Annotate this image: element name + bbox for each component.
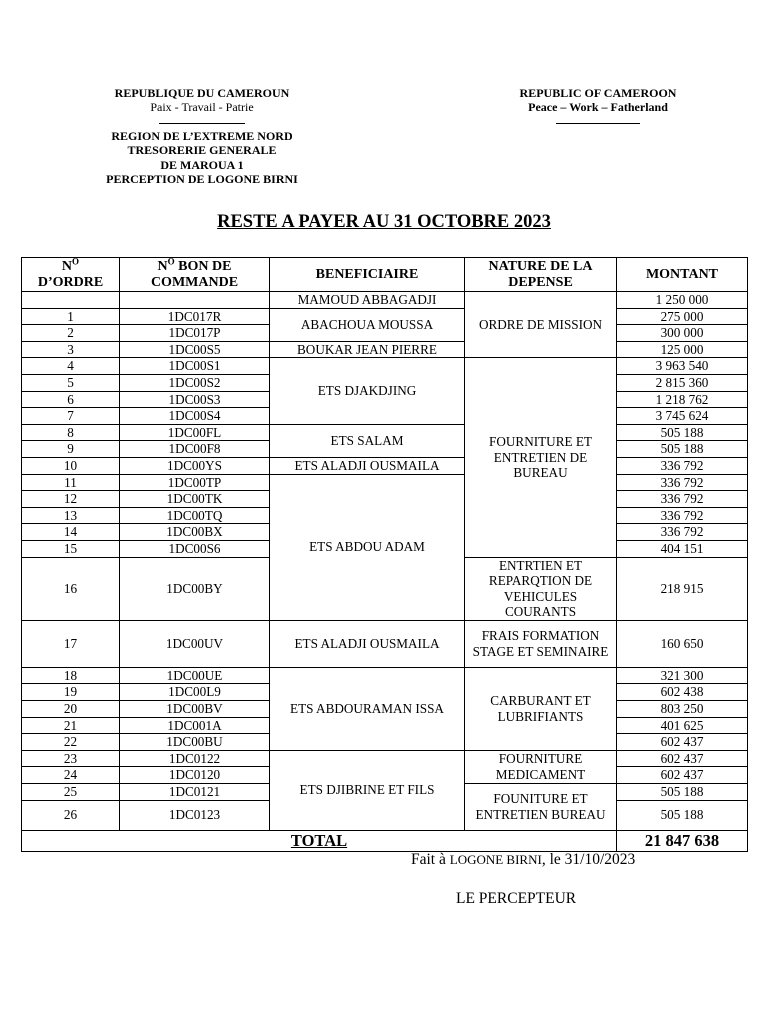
ordre-cell: 18 xyxy=(22,667,120,684)
motto-en: Peace – Work – Fatherland xyxy=(528,100,668,115)
ordre-cell: 24 xyxy=(22,767,120,784)
ordre-cell: 17 xyxy=(22,620,120,667)
place-date-line xyxy=(411,851,635,869)
ordre-cell: 25 xyxy=(22,784,120,801)
beneficiary-cell: ETS DJAKDJING xyxy=(270,358,465,424)
beneficiary-cell: ABACHOUA MOUSSA xyxy=(270,308,465,341)
table-row xyxy=(22,620,748,667)
beneficiary-cell: BOUKAR JEAN PIERRE xyxy=(270,341,465,358)
table-row xyxy=(22,457,748,474)
amount-cell: 1 250 000 xyxy=(617,292,748,309)
ordre-cell: 21 xyxy=(22,717,120,734)
place-name: LOGONE BIRNI xyxy=(449,852,542,867)
header-divider xyxy=(82,115,322,129)
amount-cell: 401 625 xyxy=(617,717,748,734)
total-row xyxy=(22,830,748,851)
beneficiary-cell: ETS ABDOURAMAN ISSA xyxy=(270,667,465,750)
amount-cell: 602 437 xyxy=(617,750,748,767)
amount-cell: 404 151 xyxy=(617,540,748,557)
amount-cell: 336 792 xyxy=(617,524,748,541)
amount-cell: 336 792 xyxy=(617,507,748,524)
table-row xyxy=(22,750,748,767)
amount-cell: 336 792 xyxy=(617,457,748,474)
place-prefix: Fait à xyxy=(411,851,450,868)
amount-cell: 602 437 xyxy=(617,767,748,784)
nature-cell: CARBURANT ET LUBRIFIANTS xyxy=(465,667,617,750)
ordre-cell: 13 xyxy=(22,507,120,524)
nature-cell: FOURNITURE MEDICAMENT xyxy=(465,750,617,783)
bon-cell: 1DC00TQ xyxy=(120,507,270,524)
amount-cell: 218 915 xyxy=(617,557,748,620)
ordre-cell: 4 xyxy=(22,358,120,375)
beneficiary-cell: ETS ABDOU ADAM xyxy=(270,474,465,620)
table-row xyxy=(22,341,748,358)
ordre-cell: 12 xyxy=(22,491,120,508)
header-right xyxy=(478,86,718,129)
amount-cell: 2 815 360 xyxy=(617,374,748,391)
bon-cell: 1DC00FL xyxy=(120,424,270,441)
table-row xyxy=(22,292,748,309)
ordre-cell: 1 xyxy=(22,308,120,325)
ordre-cell: 14 xyxy=(22,524,120,541)
beneficiary-cell: ETS SALAM xyxy=(270,424,465,457)
col-header-ordre: $N^O$ D’ORDRE xyxy=(22,258,120,292)
bon-cell xyxy=(120,292,270,309)
col-header-bon-commande: $N^O$ BON DE COMMANDE xyxy=(120,258,270,292)
ordre-cell: 11 xyxy=(22,474,120,491)
ordre-cell: 19 xyxy=(22,684,120,701)
ordre-cell: 26 xyxy=(22,800,120,830)
amount-cell: 275 000 xyxy=(617,308,748,325)
treasury-name: TRESORERIE GENERALE xyxy=(127,143,277,158)
ordre-cell: 16 xyxy=(22,557,120,620)
bon-cell: 1DC00TK xyxy=(120,491,270,508)
payment-table xyxy=(21,257,748,852)
table-header-row xyxy=(22,258,748,292)
nature-cell: ENTRTIEN ET REPARQTION DE VEHICULES COURANTS xyxy=(465,557,617,620)
bon-cell: 1DC00BY xyxy=(120,557,270,620)
ordre-cell: 22 xyxy=(22,734,120,751)
ordre-cell xyxy=(22,292,120,309)
bon-cell: 1DC00BU xyxy=(120,734,270,751)
col-header-nature: NATURE DE LA DEPENSE xyxy=(465,258,617,292)
bon-cell: 1DC00L9 xyxy=(120,684,270,701)
amount-cell: 803 250 xyxy=(617,701,748,718)
table-row xyxy=(22,308,748,325)
nature-cell: FRAIS FORMATION STAGE ET SEMINAIRE xyxy=(465,620,617,667)
amount-cell: 336 792 xyxy=(617,491,748,508)
nature-cell: FOURNITURE ET ENTRETIEN DE BUREAU xyxy=(465,358,617,557)
beneficiary-cell: ETS ALADJI OUSMAILA xyxy=(270,620,465,667)
bon-cell: 1DC0120 xyxy=(120,767,270,784)
bon-cell: 1DC0121 xyxy=(120,784,270,801)
ordre-cell: 15 xyxy=(22,540,120,557)
ordre-cell: 3 xyxy=(22,341,120,358)
bon-cell: 1DC017R xyxy=(120,308,270,325)
bon-cell: 1DC00S6 xyxy=(120,540,270,557)
bon-cell: 1DC00BX xyxy=(120,524,270,541)
amount-cell: 505 188 xyxy=(617,784,748,801)
bon-cell: 1DC00UV xyxy=(120,620,270,667)
ordre-cell: 7 xyxy=(22,408,120,425)
date-text: , le 31/10/2023 xyxy=(541,851,636,868)
bon-cell: 1DC00S2 xyxy=(120,374,270,391)
ordre-cell: 9 xyxy=(22,441,120,458)
amount-cell: 505 188 xyxy=(617,424,748,441)
total-amount: 21 847 638 xyxy=(617,830,748,851)
amount-cell: 1 218 762 xyxy=(617,391,748,408)
bon-cell: 1DC00F8 xyxy=(120,441,270,458)
amount-cell: 300 000 xyxy=(617,325,748,342)
country-name-fr: REPUBLIQUE DU CAMEROUN xyxy=(114,86,290,100)
amount-cell: 336 792 xyxy=(617,474,748,491)
amount-cell: 160 650 xyxy=(617,620,748,667)
amount-cell: 3 745 624 xyxy=(617,408,748,425)
bon-cell: 1DC00BV xyxy=(120,701,270,718)
col-header-montant: MONTANT xyxy=(617,258,748,292)
bon-cell: 1DC0123 xyxy=(120,800,270,830)
beneficiary-cell: ETS ALADJI OUSMAILA xyxy=(270,457,465,474)
bon-cell: 1DC017P xyxy=(120,325,270,342)
amount-cell: 321 300 xyxy=(617,667,748,684)
bon-cell: 1DC00S5 xyxy=(120,341,270,358)
amount-cell: 602 438 xyxy=(617,684,748,701)
total-label: TOTAL xyxy=(22,830,617,851)
amount-cell: 3 963 540 xyxy=(617,358,748,375)
beneficiary-cell: ETS DJIBRINE ET FILS xyxy=(270,750,465,830)
table-row xyxy=(22,424,748,441)
ordre-cell: 20 xyxy=(22,701,120,718)
ordre-cell: 10 xyxy=(22,457,120,474)
amount-cell: 505 188 xyxy=(617,800,748,830)
ordre-cell: 6 xyxy=(22,391,120,408)
bon-cell: 1DC00TP xyxy=(120,474,270,491)
country-name-en: REPUBLIC OF CAMEROON xyxy=(519,86,677,100)
bon-cell: 1DC00S4 xyxy=(120,408,270,425)
amount-cell: 125 000 xyxy=(617,341,748,358)
office-name: PERCEPTION DE LOGONE BIRNI xyxy=(106,172,298,187)
treasury-city: DE MAROUA 1 xyxy=(160,157,244,172)
table-row xyxy=(22,474,748,491)
bon-cell: 1DC0122 xyxy=(120,750,270,767)
header-divider xyxy=(478,115,718,129)
bon-cell: 1DC00S3 xyxy=(120,391,270,408)
ordre-cell: 5 xyxy=(22,374,120,391)
beneficiary-cell: MAMOUD ABBAGADJI xyxy=(270,292,465,309)
table-row xyxy=(22,667,748,684)
header-left xyxy=(82,86,322,186)
bon-cell: 1DC00S1 xyxy=(120,358,270,375)
amount-cell: 602 437 xyxy=(617,734,748,751)
table-row xyxy=(22,358,748,375)
amount-cell: 505 188 xyxy=(617,441,748,458)
nature-cell: ORDRE DE MISSION xyxy=(465,292,617,358)
region-name: REGION DE L’EXTREME NORD xyxy=(111,128,293,143)
bon-cell: 1DC001A xyxy=(120,717,270,734)
page-title: RESTE A PAYER AU 31 OCTOBRE 2023 xyxy=(217,212,551,232)
motto-fr: Paix - Travail - Patrie xyxy=(150,100,254,115)
ordre-cell: 8 xyxy=(22,424,120,441)
col-header-beneficiaire: BENEFICIAIRE xyxy=(270,258,465,292)
nature-cell: FOUNITURE ET ENTRETIEN BUREAU xyxy=(465,784,617,831)
signatory-title: LE PERCEPTEUR xyxy=(456,890,577,907)
bon-cell: 1DC00UE xyxy=(120,667,270,684)
ordre-cell: 23 xyxy=(22,750,120,767)
bon-cell: 1DC00YS xyxy=(120,457,270,474)
ordre-cell: 2 xyxy=(22,325,120,342)
